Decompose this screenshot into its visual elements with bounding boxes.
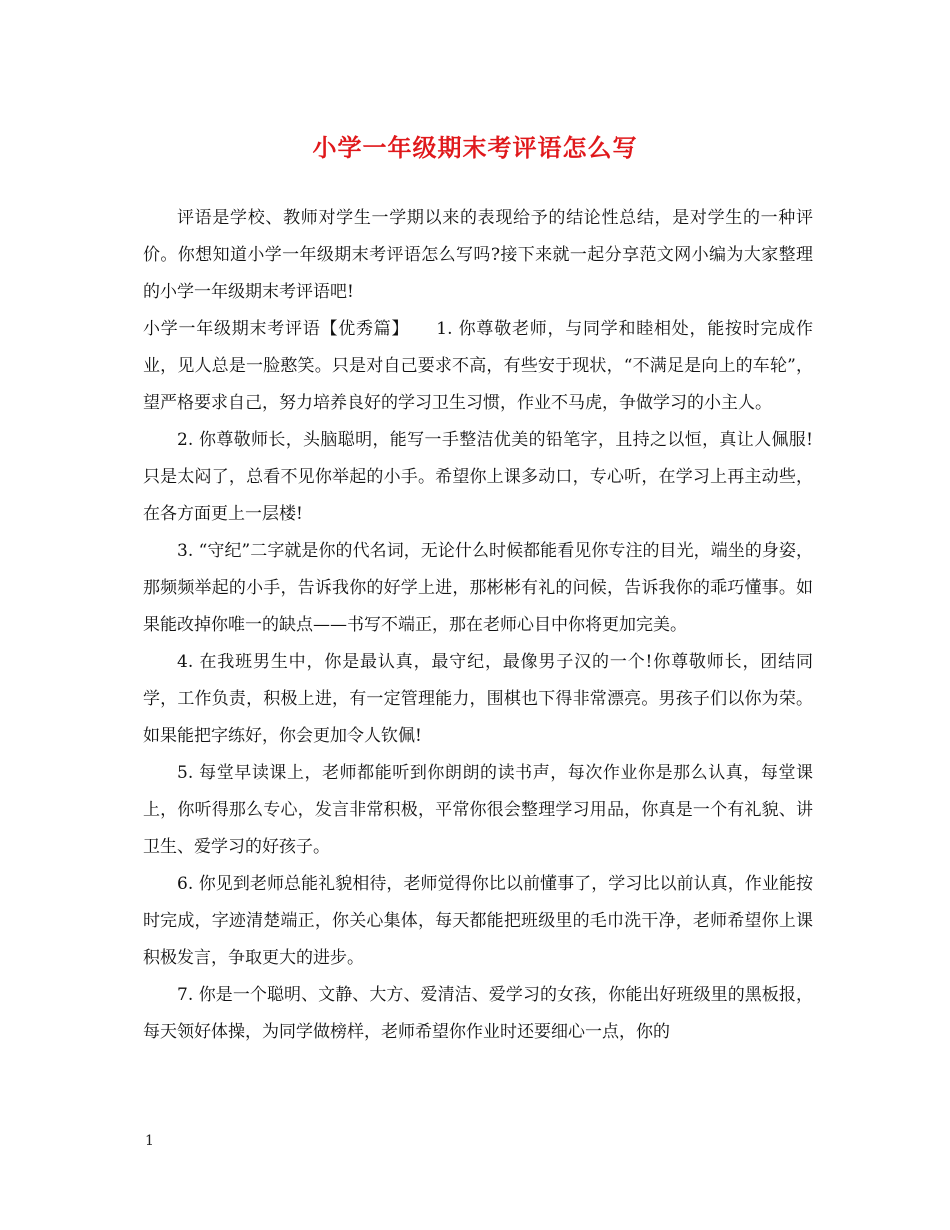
document-title: 小学一年级期末考评语怎么写 bbox=[312, 133, 638, 162]
comment-paragraph-5: 5. 每堂早读课上，老师都能听到你朗朗的读书声，每次作业你是那么认真，每堂课上，你听得那么专心，发言非常积极，平常你很会整理学习用品，你真是一个有礼貌、讲卫生、爱学习的好孩子。 bbox=[143, 763, 813, 857]
comment-paragraph-1: 小学一年级期末考评语【优秀篇】 1. 你尊敬老师，与同学和睦相处，能按时完成作业，见人总是一脸憨笑。只是对自己要求不高，有些安于现状，“不满足是向上的车轮”，望严格要求自己，努力培养良好的学习卫生习惯，作业不马虎，争做学习的小主人。 bbox=[143, 319, 813, 413]
document-body bbox=[143, 200, 813, 1051]
page-number: 1 bbox=[145, 1133, 154, 1149]
comment-paragraph-7: 7. 你是一个聪明、文静、大方、爱清洁、爱学习的女孩，你能出好班级里的黑板报，每天领好体操，为同学做榜样，老师希望你作业时还要细心一点，你的 bbox=[143, 985, 813, 1042]
comment-paragraph-4: 4. 在我班男生中，你是最认真，最守纪，最像男子汉的一个!你尊敬师长，团结同学，工作负责，积极上进，有一定管理能力，围棋也下得非常漂亮。男孩子们以你为荣。如果能把字练好，你会更加令人钦佩! bbox=[143, 652, 813, 746]
intro-paragraph: 评语是学校、教师对学生一学期以来的表现给予的结论性总结，是对学生的一种评价。你想知道小学一年级期末考评语怎么写吗?接下来就一起分享范文网小编为大家整理的小学一年级期末考评语吧! bbox=[143, 208, 813, 302]
comment-paragraph-2: 2. 你尊敬师长，头脑聪明，能写一手整洁优美的铅笔字，且持之以恒，真让人佩服!只是太闷了，总看不见你举起的小手。希望你上课多动口，专心听，在学习上再主动些，在各方面更上一层楼! bbox=[143, 430, 813, 524]
comment-paragraph-6: 6. 你见到老师总能礼貌相待，老师觉得你比以前懂事了，学习比以前认真，作业能按时完成，字迹清楚端正，你关心集体，每天都能把班级里的毛巾洗干净，老师希望你上课积极发言，争取更大的进步。 bbox=[143, 874, 813, 968]
comment-paragraph-3: 3. “守纪”二字就是你的代名词，无论什么时候都能看见你专注的目光，端坐的身姿，那频频举起的小手，告诉我你的好学上进，那彬彬有礼的问候，告诉我你的乖巧懂事。如果能改掉你唯一的缺点——书写不端正，那在老师心目中你将更加完美。 bbox=[143, 541, 813, 635]
